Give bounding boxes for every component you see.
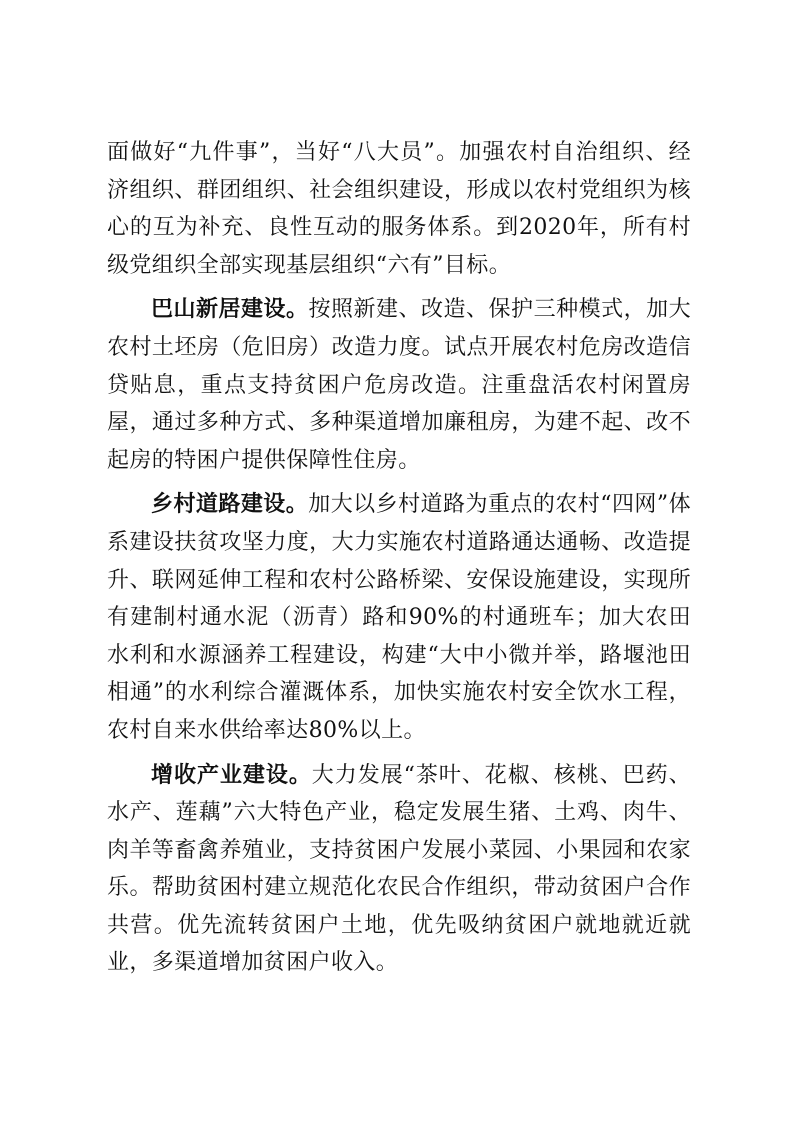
- paragraph-body: 面做好“九件事”，当好“八大员”。加强农村自治组织、经济组织、群团组织、社会组织建设，形成以农村党组织为核心的互为补充、良性互动的服务体系。到2020年，所有村级党组织全部实现基层组织“六有”目标。: [107, 140, 691, 278]
- paragraph-bashan-housing: [107, 291, 691, 479]
- paragraph-body: 加大以乡村道路为重点的农村“四网”体系建设扶贫攻坚力度，大力实施农村道路通达通畅、改造提升、联网延伸工程和农村公路桥梁、安保设施建设，实现所有建制村通水泥（沥青）路和90%的村通班车；加大农田水利和水源涵养工程建设，构建“大中小微并举，路堰池田相通”的水利综合灌溉体系，加快实施农村安全饮水工程，农村自来水供给率达80%以上。: [107, 492, 691, 743]
- paragraph-heading: 增收产业建设。: [151, 762, 312, 788]
- document-page: [107, 134, 691, 982]
- paragraph-rural-roads: [107, 486, 691, 749]
- paragraph-income-industry: [107, 757, 691, 983]
- paragraph-heading: 巴山新居建设。: [151, 297, 309, 323]
- paragraph-heading: 乡村道路建设。: [151, 492, 309, 518]
- paragraph-body: 大力发展“茶叶、花椒、核桃、巴药、水产、莲藕”六大特色产业，稳定发展生猪、土鸡、肉牛、肉羊等畜禽养殖业，支持贫困户发展小菜园、小果园和农家乐。帮助贫困村建立规范化农民合作组织，带动贫困户合作共营。优先流转贫困户土地，优先吸纳贫困户就地就近就业，多渠道增加贫困户收入。: [107, 762, 691, 976]
- paragraph-body: 按照新建、改造、保护三种模式，加大农村土坯房（危旧房）改造力度。试点开展农村危房改造信贷贴息，重点支持贫困户危房改造。注重盘活农村闲置房屋，通过多种方式、多种渠道增加廉租房，为建不起、改不起房的特困户提供保障性住房。: [107, 297, 691, 473]
- paragraph-party-organization: [107, 134, 691, 284]
